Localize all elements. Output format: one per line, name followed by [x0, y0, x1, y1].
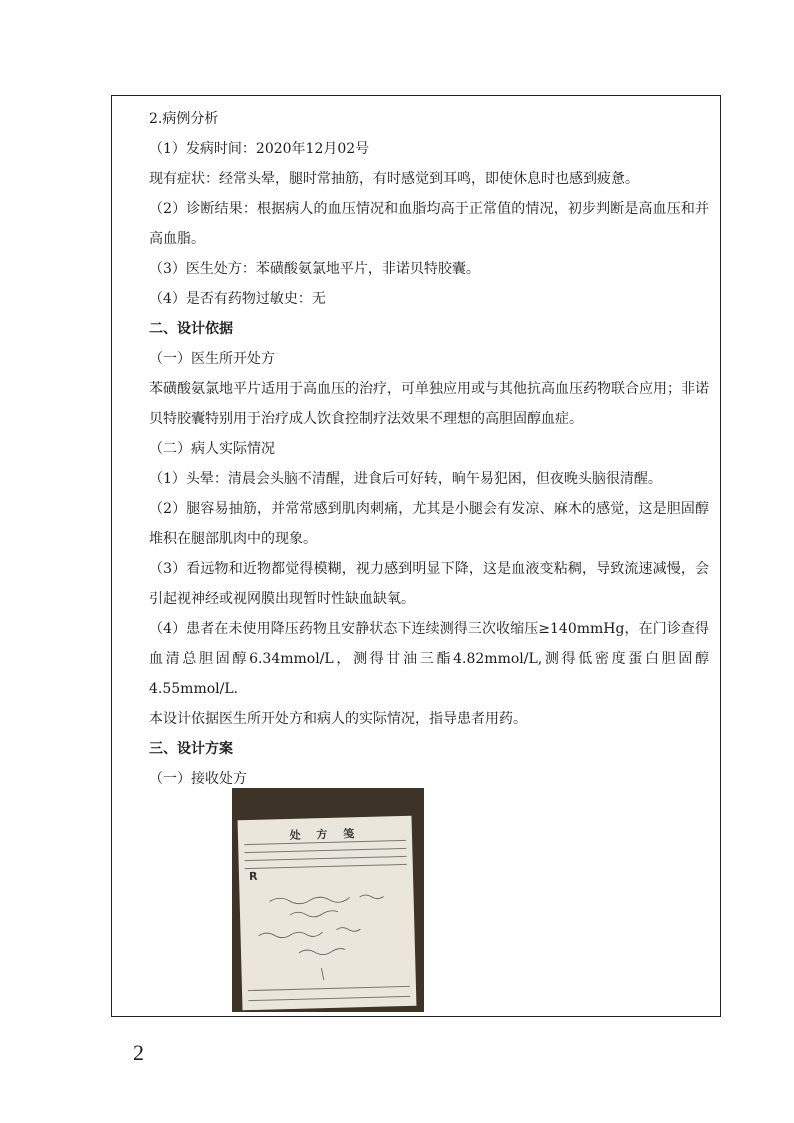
- document-frame: [111, 95, 721, 1017]
- prescription-paper: [238, 816, 417, 1010]
- section-heading: 三、设计方案: [149, 741, 233, 757]
- prescription-r-symbol: R: [248, 869, 258, 884]
- text-line: 现有症状：经常头晕，腿时常抽筋，有时感觉到耳鸣，即使休息时也感到疲惫。: [149, 171, 639, 187]
- text-line: （2）诊断结果：根据病人的血压情况和血脂均高于正常值的情况，初步判断是高血压和并高血脂。: [149, 201, 709, 247]
- text-line: （3）医生处方：苯磺酸氨氯地平片，非诺贝特胶囊。: [149, 261, 480, 277]
- text-line: 本设计依据医生所开处方和病人的实际情况，指导患者用药。: [149, 711, 527, 727]
- page-number: 2: [133, 1040, 144, 1065]
- document-body: [149, 104, 709, 794]
- text-line: （1）头晕：清晨会头脑不清醒，进食后可好转，晌午易犯困，但夜晚头脑很清醒。: [149, 471, 662, 487]
- text-line: （4）是否有药物过敏史：无: [149, 291, 326, 307]
- text-line: （1）发病时间：2020年12月02号: [149, 141, 370, 157]
- text-line: （3）看远物和近物都觉得模糊，视力感到明显下降，这是血液变粘稠，导致流速减慢，会引起视神经或视网膜出现暂时性缺血缺氧。: [149, 561, 709, 607]
- prescription-title: 处 方 笺: [289, 827, 361, 842]
- section-heading: 二、设计依据: [149, 321, 233, 337]
- text-line: （一）接收处方: [149, 771, 247, 787]
- text-line: （2）腿容易抽筋，并常常感到肌肉刺痛，尤其是小腿会有发凉、麻木的感觉，这是胆固醇堆积在腿部肌肉中的现象。: [149, 501, 709, 547]
- text-line: 苯磺酸氨氯地平片适用于高血压的治疗，可单独应用或与其他抗高血压药物联合应用；非诺贝特胶囊特别用于治疗成人饮食控制疗法效果不理想的高胆固醇血症。: [149, 381, 709, 427]
- text-line: 2.病例分析: [149, 111, 219, 127]
- text-line: （二）病人实际情况: [149, 441, 275, 457]
- text-line: （4）患者在未使用降压药物且安静状态下连续测得三次收缩压≥140mmHg，在门诊查得血清总胆固醇6.34mmol/L，测得甘油三酯4.82mmol/L,测得低密度蛋白胆固醇4.55mmol/L.: [149, 621, 709, 697]
- handwriting-scribbles: [238, 816, 417, 1010]
- prescription-photo: [232, 788, 424, 1012]
- text-line: （一）医生所开处方: [149, 351, 275, 367]
